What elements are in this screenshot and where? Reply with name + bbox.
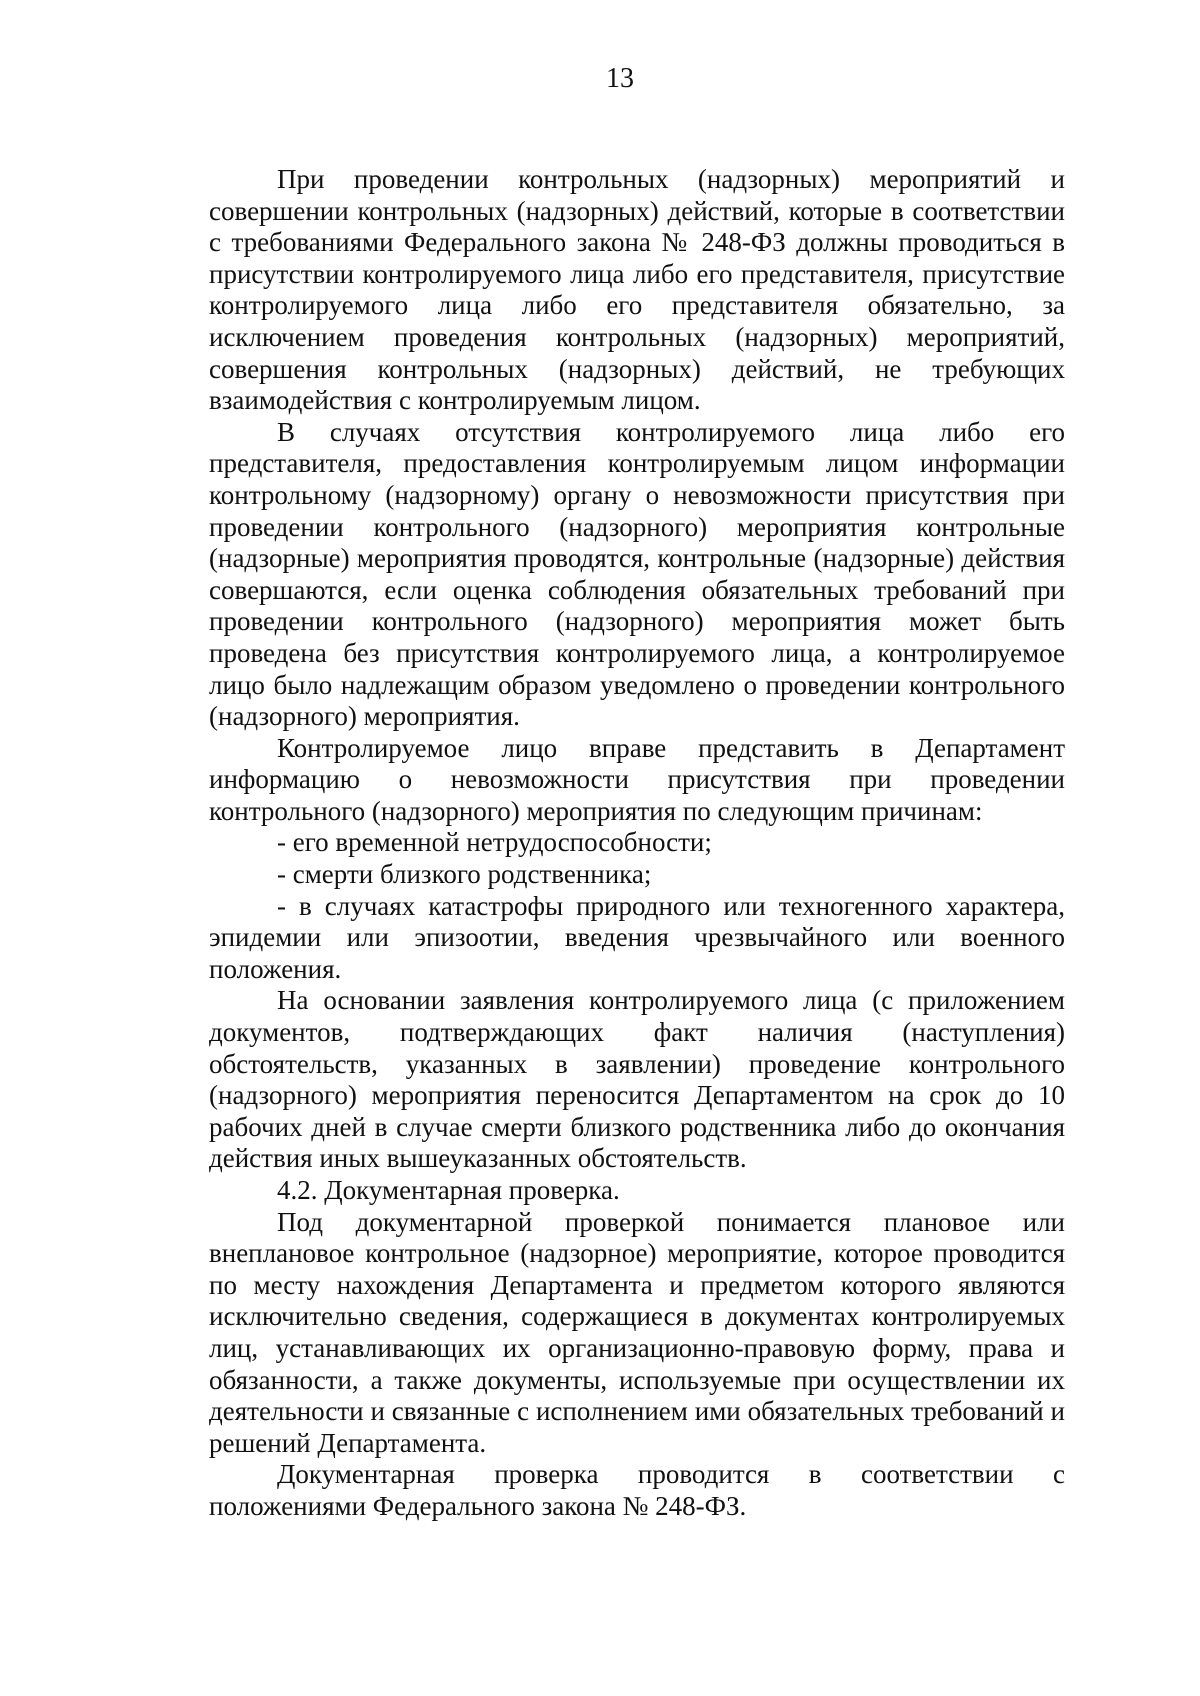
list-item-disability: - его временной нетрудоспособности; [277, 827, 712, 858]
paragraph-right-to-inform: Контролируемое лицо вправе представить в Департамент информацию о невозможности присутствия при проведении контрольного (надзорного) мероприятия по следующим причинам: [209, 732, 1065, 826]
paragraph-presence-requirement: При проведении контрольных (надзорных) мероприятий и совершении контрольных (надзорных) действий, которые в соответствии с требованиями Федерального закона № 248-ФЗ должны проводиться в присутствии контролируемого лица либо его представителя, присутствие контролируемого лица либо его представителя обязательно, за исключением проведения контрольных (надзорных) мероприятий, совершения контрольных (надзорных) действий, не требующих взаимодействия с контролируемым лицом. [209, 164, 1065, 416]
list-item-death-relative: - смерти близкого родственника; [277, 859, 652, 890]
paragraph-absence-cases: В случаях отсутствия контролируемого лица либо его представителя, предоставления контролируемым лицом информации контрольному (надзорному) органу о невозможности присутствия при проведении контрольного (надзорного) мероприятия контрольные (надзорные) мероприятия проводятся, контрольные (надзорные) действия совершаются, если оценка соблюдения обязательных требований при проведении контрольного (надзорного) мероприятия может быть проведена без присутствия контролируемого лица, а контролируемое лицо было надлежащим образом уведомлено о проведении контрольного (надзорного) мероприятия. [209, 416, 1065, 732]
paragraph-documentary-definition: Под документарной проверкой понимается плановое или внеплановое контрольное (надзорное) мероприятие, которое проводится по месту нахождения Департамента и предметом которого являются исключительно сведения, содержащиеся в документах контролируемых лиц, устанавливающих их организационно-правовую форму, права и обязанности, а также документы, используемые при осуществлении их деятельности и связанные с исполнением ими обязательных требований и решений Департамента. [209, 1206, 1065, 1458]
paragraph-documentary-procedure: Документарная проверка проводится в соответствии с положениями Федерального закона № 248-ФЗ. [209, 1459, 1065, 1521]
section-heading-4-2: 4.2. Документарная проверка. [277, 1175, 620, 1205]
document-body [209, 164, 1065, 1523]
page-number: 13 [606, 63, 634, 94]
paragraph-postponement: На основании заявления контролируемого лица (с приложением документов, подтверждающих факт наличия (наступления) обстоятельств, указанных в заявлении) проведение контрольного (надзорного) мероприятия переносится Департаментом на срок до 10 рабочих дней в случае смерти близкого родственника либо до окончания действия иных вышеуказанных обстоятельств. [209, 985, 1065, 1174]
list-item-emergency: - в случаях катастрофы природного или техногенного характера, эпидемии или эпизоотии, введения чрезвычайного или военного положения. [209, 890, 1065, 984]
